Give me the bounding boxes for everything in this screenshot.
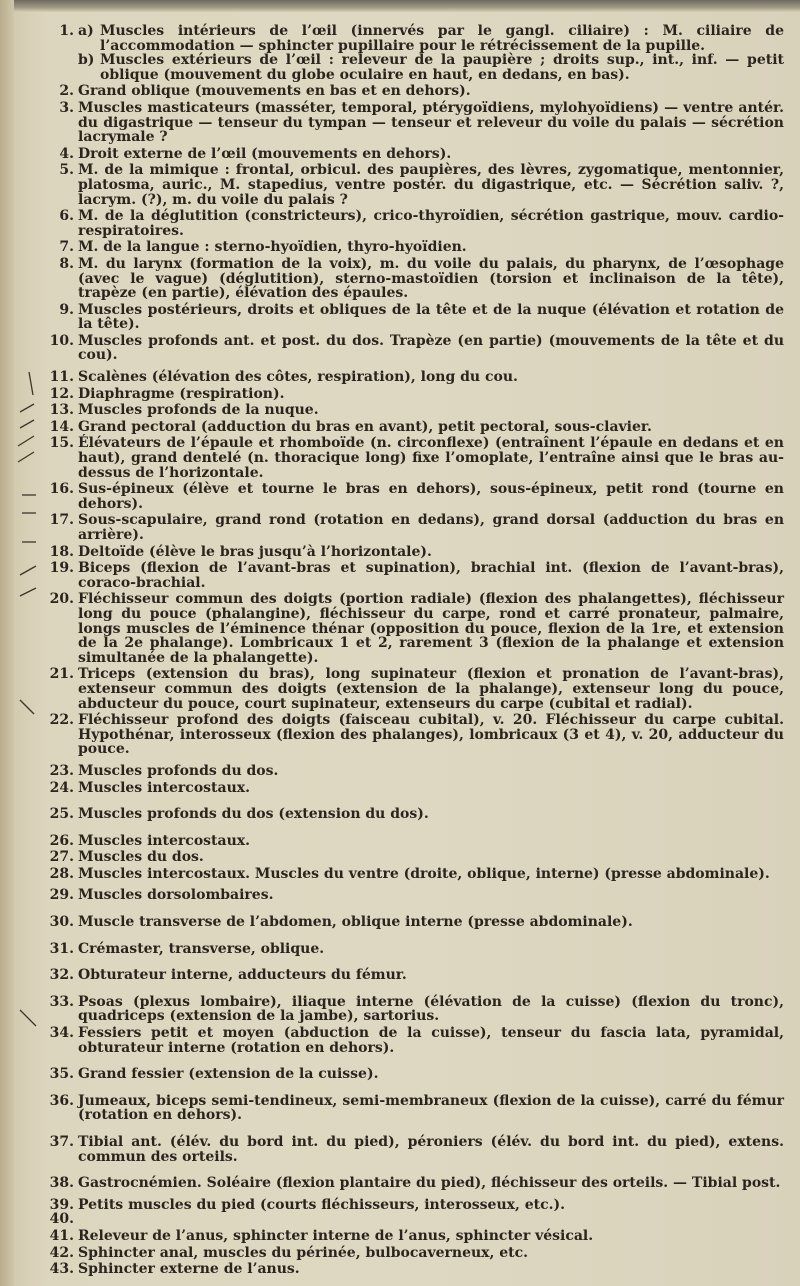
list-item — [44, 545, 784, 560]
item-text: Fléchisseur commun des doigts (portion radiale) (flexion des phalangettes), fléchisseur long du pouce (phalangine), fléchisseur du carpe, rond et carré pronateur, palmaire, longs muscles de l’éminence thénar (opposition du pouce, flexion de la 1re, et extension de la 2e phalange). Lombricaux 1 et 2, rarement 3 (flexion de la phalange et extension simultanée de la phalangette). — [78, 591, 784, 666]
list-item — [44, 915, 784, 930]
sub-item-label: b) — [78, 52, 95, 69]
list-item — [44, 334, 784, 363]
item-number: 12. — [49, 385, 74, 402]
item-number: 23. — [49, 762, 74, 779]
list-item — [44, 834, 784, 849]
list-item — [44, 482, 784, 511]
item-text: Droit externe de l’œil (mouvements en dehors). — [78, 145, 452, 162]
list-item — [44, 1246, 784, 1261]
item-text: Élévateurs de l’épaule et rhomboïde (n. circonflexe) (entraînent l’épaule en dedans et en haut), grand dentelé (n. thoracique long) fixe l’omoplate, l’entraîne ainsi que le bras au-dessus de l’horizontale. — [78, 435, 784, 481]
item-text: Gastrocnémien. Soléaire (flexion plantaire du pied), fléchisseur des orteils. — Tibial post. — [78, 1175, 781, 1192]
item-text: Jumeaux, biceps semi-tendineux, semi-membraneux (flexion de la cuisse), carré du fémur (rotation en dehors). — [78, 1092, 784, 1124]
list-item — [44, 101, 784, 145]
item-text: Fléchisseur profond des doigts (faisceau cubital), v. 20. Fléchisseur du carpe cubital. Hypothénar, interosseux (flexion des phalanges), lombricaux (3 et 4), v. 20, adducteur du pouce. — [78, 712, 784, 758]
item-text: Grand pectoral (adduction du bras en avant), petit pectoral, sous-clavier. — [78, 418, 652, 435]
item-text: Muscles intercostaux. Muscles du ventre (droite, oblique, interne) (presse abdominale). — [78, 865, 770, 882]
item-text: Sphincter anal, muscles du périnée, bulbocaverneux, etc. — [78, 1244, 529, 1261]
item-text: Sous-scapulaire, grand rond (rotation en dedans), grand dorsal (adduction du bras en arrière). — [78, 512, 784, 543]
list-item — [44, 1135, 784, 1164]
sub-item-label: a) — [78, 23, 94, 39]
item-number: 37. — [49, 1134, 74, 1150]
list-item — [44, 240, 784, 255]
list-item — [44, 147, 784, 162]
list-item — [44, 995, 784, 1024]
item-text: Crémaster, transverse, oblique. — [78, 940, 325, 957]
list-item — [44, 403, 784, 418]
item-number: 36. — [49, 1092, 74, 1109]
item-number: 41. — [49, 1227, 74, 1244]
list-item — [44, 436, 784, 480]
item-number: 7. — [59, 239, 74, 256]
item-text: Fessiers petit et moyen (abduction de la cuisse), tenseur du fascia lata, pyramidal, obturateur interne (rotation en dehors). — [78, 1025, 784, 1056]
muscle-list — [44, 22, 784, 1277]
item-text: Muscles profonds du dos. — [78, 762, 279, 779]
item-number: 27. — [49, 849, 74, 866]
item-text: Grand oblique (mouvements en bas et en dehors). — [78, 83, 471, 100]
item-number: 34. — [49, 1025, 74, 1042]
list-item — [44, 1198, 784, 1227]
item-number: 30. — [49, 914, 74, 931]
item-text: Muscles du dos. — [78, 849, 204, 866]
item-text: M. de la langue : sterno-hyoïdien, thyro-hyoïdien. — [78, 239, 467, 256]
list-item — [44, 1176, 784, 1191]
item-number: 18. — [49, 543, 74, 560]
list-item — [44, 781, 784, 796]
list-item — [44, 968, 784, 983]
item-text: Muscle transverse de l’abdomen, oblique interne (presse abdominale). — [78, 914, 633, 931]
item-text: Muscles masticateurs (masséter, temporal, ptérygoïdiens, mylohyoïdiens) — ventre antér. du digastrique — tenseur du tympan — tenseur et releveur du voile du palais — sécrétion lacrymale ? — [78, 99, 784, 146]
list-item — [44, 764, 784, 779]
item-text: Muscles profonds ant. et post. du dos. Trapèze (en partie) (mouvements de la tête et du cou). — [78, 332, 784, 364]
list-item — [44, 807, 784, 822]
item-text: Grand fessier (extension de la cuisse). — [78, 1066, 379, 1083]
item-text: M. de la déglutition (constricteurs), crico-thyroïdien, sécrétion gastrique, mouv. cardio-respiratoires. — [78, 208, 784, 239]
list-item — [44, 1262, 784, 1277]
item-number: 1. — [59, 23, 74, 39]
list-item — [44, 888, 784, 903]
item-text: Muscles intercostaux. — [78, 779, 250, 796]
top-shadow — [0, 0, 800, 12]
item-number: 31. — [49, 940, 74, 957]
list-item — [44, 303, 784, 332]
item-number: 38. — [49, 1175, 74, 1192]
item-text: Psoas (plexus lombaire), iliaque interne (élévation de la cuisse) (flexion du tronc), quadriceps (extension de la jambe), sartorius. — [78, 993, 784, 1025]
sub-item — [78, 24, 784, 53]
list-item — [44, 850, 784, 865]
item-number: 9. — [59, 301, 74, 318]
item-text: Petits muscles du pied (courts fléchisseurs, interosseux, etc.). — [78, 1196, 565, 1213]
sub-item-text: Muscles extérieurs de l’œil : releveur de la paupière ; droits sup., int., inf. — petit oblique (mouvement du globe oculaire en haut, en dedans, en bas). — [100, 52, 784, 83]
item-number: 17. — [49, 512, 74, 529]
margin-pencil-marks — [0, 0, 46, 1286]
list-item — [44, 24, 784, 82]
list-item — [44, 420, 784, 435]
item-text: Deltoïde (élève le bras jusqu’à l’horizontale). — [78, 543, 432, 560]
item-number: 32. — [49, 967, 74, 984]
item-number: 28. — [49, 865, 74, 882]
item-text: Diaphragme (respiration). — [78, 385, 285, 402]
item-text: Scalènes (élévation des côtes, respiration), long du cou. — [78, 369, 518, 386]
list-item — [44, 163, 784, 207]
item-text: Obturateur interne, adducteurs du fémur. — [78, 967, 407, 984]
list-item — [44, 1094, 784, 1123]
list-item — [44, 942, 784, 957]
list-item — [44, 370, 784, 385]
item-number: 6. — [59, 208, 74, 225]
item-text: Releveur de l’anus, sphincter interne de l’anus, sphincter vésical. — [78, 1227, 594, 1244]
item-text: Muscles dorsolombaires. — [78, 887, 274, 904]
item-number: 20. — [49, 591, 74, 608]
item-text: Triceps (extension du bras), long supinateur (flexion et pronation de l’avant-bras), extenseur commun des doigts (extension de la phalange), extenseur long du pouce, abducteur du pouce, court supinateur, extenseurs du carpe (cubital et radial). — [78, 666, 784, 712]
item-text: Muscles profonds de la nuque. — [78, 402, 319, 419]
item-number: 39. 40. — [49, 1196, 74, 1228]
item-number: 10. — [49, 332, 74, 349]
item-text: Muscles intercostaux. — [78, 832, 250, 849]
list-item — [44, 867, 784, 882]
item-number: 42. — [49, 1244, 74, 1261]
list-item — [44, 387, 784, 402]
list-item — [44, 1067, 784, 1082]
item-number: 15. — [49, 435, 74, 452]
item-number: 4. — [59, 145, 74, 162]
item-number: 13. — [49, 402, 74, 419]
item-number: 29. — [49, 887, 74, 904]
item-text: M. de la mimique : frontal, orbicul. des paupières, des lèvres, zygomatique, mentonnier, platosma, auric., M. stapedius, ventre postér. du digastrique, etc. — Sécrétion saliv. ?, lacrym. (?), m. du voile du palais ? — [78, 162, 784, 208]
list-item — [44, 1026, 784, 1055]
item-text: Muscles postérieurs, droits et obliques de la tête et de la nuque (élévation et rotation de la tête). — [78, 301, 784, 333]
item-text: Biceps (flexion de l’avant-bras et supination), brachial int. (flexion de l’avant-bras), coraco-brachial. — [78, 560, 784, 591]
item-number: 19. — [49, 560, 74, 577]
list-item — [44, 561, 784, 590]
item-text: Sphincter externe de l’anus. — [78, 1261, 300, 1278]
list-item — [44, 257, 784, 301]
item-number: 3. — [59, 99, 74, 116]
item-number: 11. — [49, 369, 74, 386]
item-number: 8. — [59, 255, 74, 272]
item-number: 14. — [49, 418, 74, 435]
item-text — [78, 24, 784, 82]
item-number: 21. — [49, 666, 74, 683]
list-item — [44, 1229, 784, 1244]
item-text: Tibial ant. (élév. du bord int. du pied), péroniers (élév. du bord int. du pied), extens. commun des orteils. — [78, 1134, 784, 1165]
item-number: 16. — [49, 481, 74, 498]
item-text: Sus-épineux (élève et tourne le bras en dehors), sous-épineux, petit rond (tourne en dehors). — [78, 481, 784, 512]
list-item — [44, 513, 784, 542]
item-number: 33. — [49, 993, 74, 1010]
item-number: 25. — [49, 806, 74, 823]
sub-item — [78, 53, 784, 82]
item-number: 24. — [49, 779, 74, 796]
list-item — [44, 667, 784, 711]
list-item — [44, 592, 784, 665]
item-number: 35. — [49, 1066, 74, 1083]
item-text: Muscles profonds du dos (extension du dos). — [78, 806, 429, 823]
list-item — [44, 713, 784, 757]
item-number: 43. — [49, 1261, 74, 1278]
item-number: 26. — [49, 832, 74, 849]
item-number: 5. — [59, 162, 74, 179]
list-item — [44, 209, 784, 238]
item-text: M. du larynx (formation de la voix), m. du voile du palais, du pharynx, de l’œsophage (avec le vague) (déglutition), sterno-mastoïdien (torsion et inclinaison de la tête), trapèze (en partie), élévation des épaules. — [78, 255, 784, 302]
list-item — [44, 84, 784, 99]
item-number: 22. — [49, 712, 74, 729]
sub-item-text: Muscles intérieurs de l’œil (innervés par le gangl. ciliaire) : M. ciliaire de l’accommodation — sphincter pupillaire pour le rétrécissement de la pupille. — [100, 23, 784, 54]
item-number: 2. — [59, 83, 74, 100]
